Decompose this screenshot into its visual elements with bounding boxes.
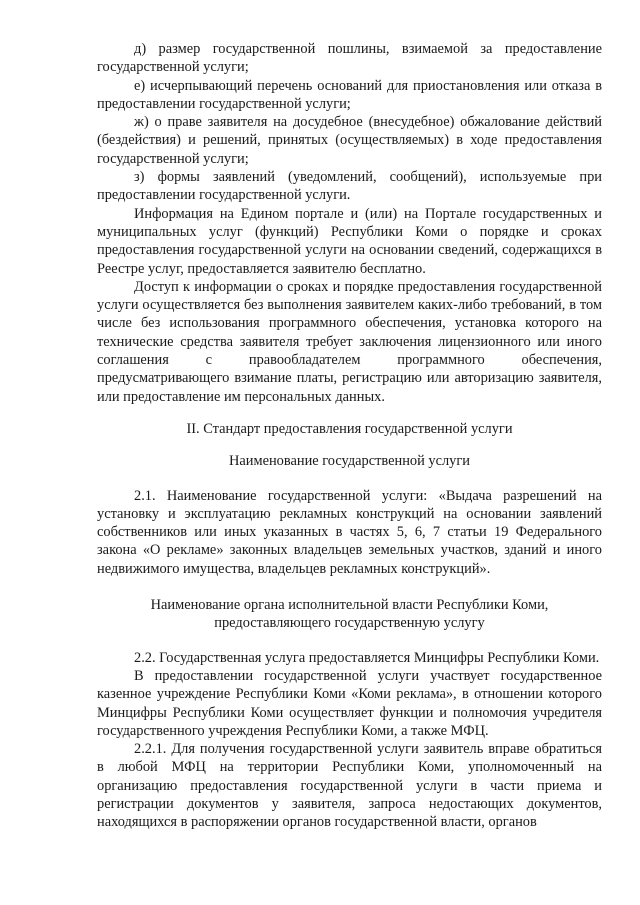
- paragraph-2-2-participants: В предоставлении государственной услуги участвует государственное казенное учреждение Республики Коми «Коми реклама», в отношении которого Минцифры Республики Коми осуществляет функции и полномочия учредителя государственного учреждения Республики Коми, а также МФЦ.: [97, 667, 602, 739]
- paragraph-2-1: 2.1. Наименование государственной услуги: «Выдача разрешений на установку и эксплуатацию рекламных конструкций на основании заявлений собственников или иных указанных в частях 5, 6, 7 статьи 19 Федерального закона «О рекламе» законных владельцев земельных участков, зданий и иного недвижимого имущества, владельцев рекламных конструкций».: [97, 487, 602, 577]
- paragraph-grounds: е) исчерпывающий перечень оснований для приостановления или отказа в предоставлении государственной услуги;: [97, 77, 602, 112]
- paragraph-2-2-1: 2.2.1. Для получения государственной услуги заявитель вправе обратиться в любой МФЦ на территории Республики Коми, уполномоченный на организацию предоставления государственной услуги в части приема и регистрации документов у заявителя, запроса недостающих документов, находящихся в распоряжении органов государственной власти, органов: [97, 741, 602, 831]
- subheading-service-name: Наименование государственной услуги: [229, 453, 470, 470]
- subheading-authority-line-2: предоставляющего государственную услугу: [214, 615, 485, 632]
- paragraph-forms: з) формы заявлений (уведомлений, сообщений), используемые при предоставлении государственной услуги.: [97, 169, 602, 204]
- document-page: [97, 40, 602, 832]
- paragraph-appeal-right: ж) о праве заявителя на досудебное (внесудебное) обжалование действий (бездействия) и решений, принятых (осуществляемых) в ходе предоставления государственной услуги;: [97, 114, 602, 167]
- paragraph-portal-info: Информация на Едином портале и (или) на Портале государственных и муниципальных услуг (функций) Республики Коми о порядке и сроках предоставления государственной услуги на основании сведений, содержащихся в Реестре услуг, предоставляется заявителю бесплатно.: [97, 205, 602, 277]
- subheading-authority-line-1: Наименование органа исполнительной власти Республики Коми,: [150, 597, 549, 614]
- section-title: II. Стандарт предоставления государственной услуги: [186, 420, 513, 437]
- paragraph-fee: д) размер государственной пошлины, взимаемой за предоставление государственной услуги;: [97, 41, 602, 76]
- paragraph-access: Доступ к информации о сроках и порядке предоставления государственной услуги осуществляется без выполнения заявителем каких-либо требований, в том числе без использования программного обеспечения, установка которого на технические средства заявителя требует заключения лицензионного или иного соглашения с правообладателем программного обеспечения, предусматривающего взимание платы, регистрацию или авторизацию заявителя, или предоставление им персональных данных.: [97, 278, 602, 405]
- paragraph-2-2: 2.2. Государственная услуга предоставляется Минцифры Республики Коми.: [134, 649, 600, 666]
